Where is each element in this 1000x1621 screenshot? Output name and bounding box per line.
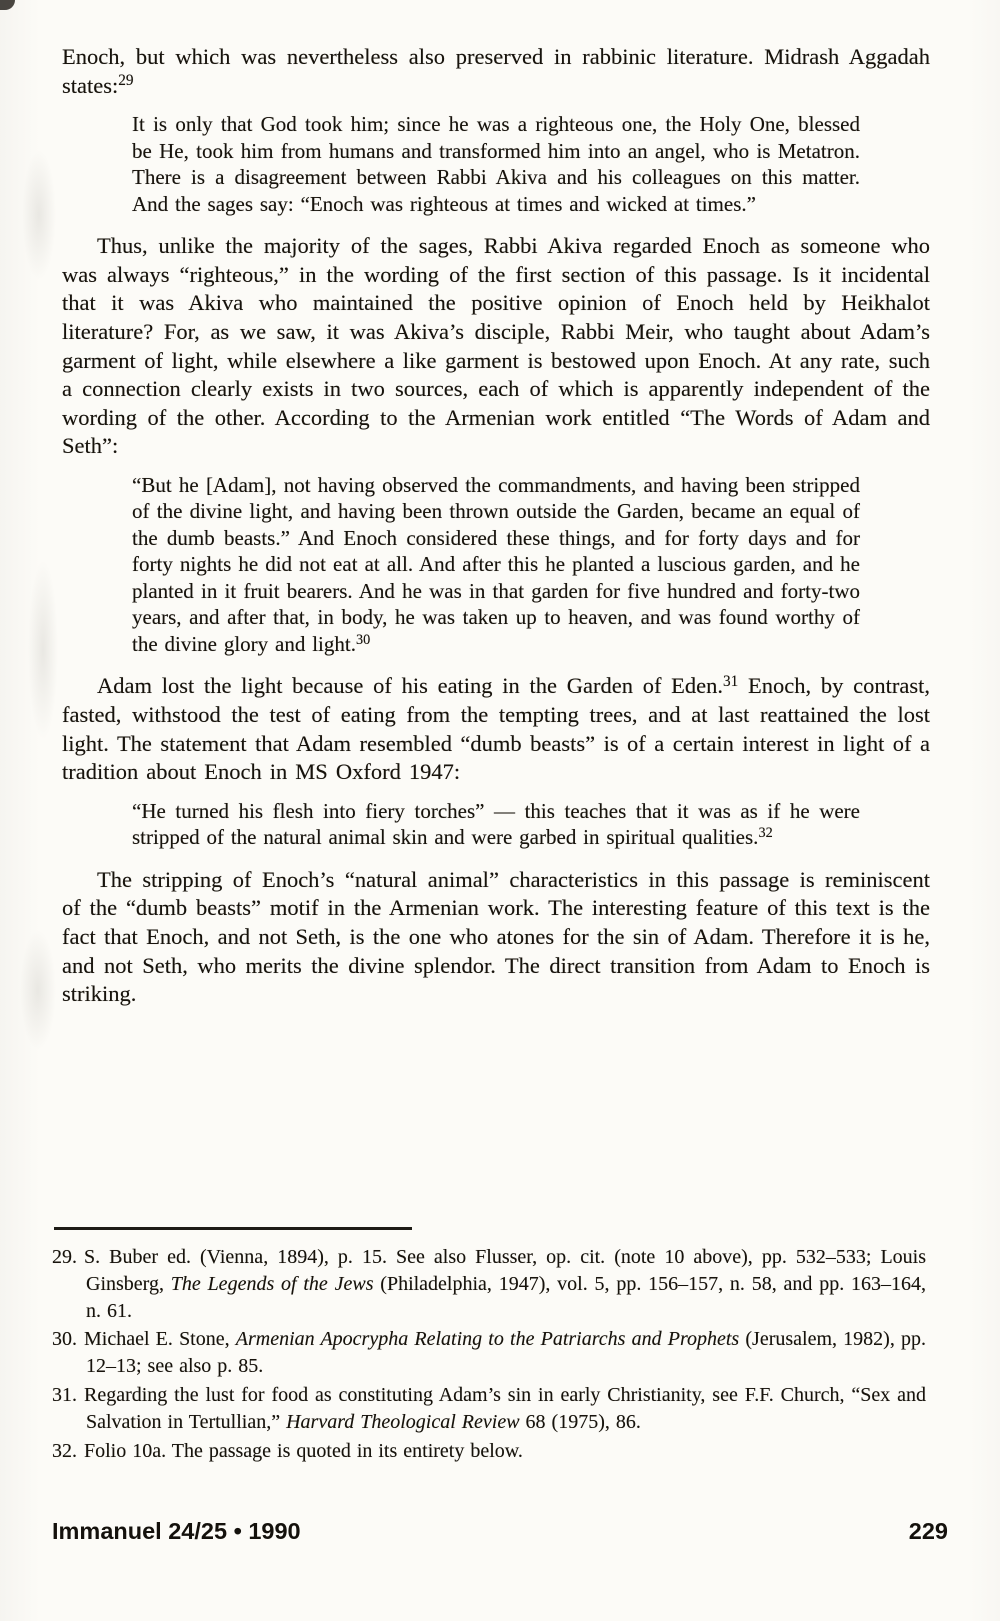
footnote-title-run: The Legends of the Jews [170,1272,374,1295]
footnotes-section [52,1227,926,1466]
footnote-title-run: Harvard Theological Review [286,1410,520,1433]
footnote-text-run: Folio 10a. The passage is quoted in its entirety below. [84,1439,523,1462]
text-run: “He turned his flesh into fiery torches” — this teaches that it was as if he were stripped of the natural animal skin and were garbed in spiritual qualities. [132,798,860,850]
text-run: Adam lost the light because of his eating in the Garden of Eden. [97,673,724,699]
text-run: Enoch, but which was nevertheless also preserved in rabbinic literature. Midrash Aggadah states: [62,44,930,98]
footnote-reference: 31 [723,673,739,691]
body-paragraph [62,866,930,1009]
text-run: Enoch, by contrast, fasted, withstood the test of eating from the tempting trees, and at last reattained the lost light. The statement that Adam resembled “dumb beasts” is of a certain interest in light of a tradition about Enoch in MS Oxford 1947: [62,673,930,785]
footnote-text-run: S. Buber ed. (Vienna, 1894), p. 15. See also Flusser, op. cit. (note 10 above), pp. 532–533; Louis Ginsberg, [84,1246,926,1295]
footnotes-list [52,1244,926,1464]
text-run: The stripping of Enoch’s “natural animal” characteristics in this passage is reminiscent of the “dumb beasts” motif in the Armenian work. The interesting feature of this text is the fact that Enoch, and not Seth, is the one who atones for the sin of Adam. Therefore it is he, and not Seth, who merits the divine splendor. The direct transition from Adam to Enoch is striking. [62,866,930,1007]
text-run: It is only that God took him; since he was a righteous one, the Holy One, blessed be He, took him from humans and transformed him into an angel, who is Metatron. There is a disagreement between Rabbi Akiva and his colleagues on this matter. And the sages say: “Enoch was righteous at times and wicked at times.” [132,112,860,216]
text-run: “But he [Adam], not having observed the commandments, and having been stripped of the divine light, and having been thrown outside the Garden, became an equal of the dumb beasts.” And Enoch considered these things, and for forty days and for forty nights he did not eat at all. And after this he planted a luscious garden, and he planted in it fruit bearers. And he was in that garden for five hundred and forty-two years, and after that, in body, he was taken up to heaven, and was found worthy of the divine glory and light. [132,472,860,656]
text-column [62,43,930,1009]
footnote-text-run: Regarding the lust for food as constituting Adam’s sin in early Christianity, see F.F. Church, “Sex and Salvation in Tertullian,” [84,1383,926,1433]
footnote-reference: 32 [758,825,773,842]
scan-smudge [22,150,56,280]
page-number: 229 [908,1518,948,1544]
footnote-item [52,1438,926,1465]
footnote-text-run: (Jerusalem, 1982), pp. 12–13; see also p. 85. [86,1328,926,1378]
block-quote [132,798,860,851]
footnote-text-run: Michael E. Stone, [84,1328,236,1351]
journal-issue-label: Immanuel 24/25 • 1990 [52,1518,301,1544]
footnote-number: 32. [52,1439,77,1462]
footnote-reference: 30 [355,632,371,649]
footnote-text-run: (Philadelphia, 1947), vol. 5, pp. 156–157, n. 58, and pp. 163–164, n. 61. [86,1272,926,1322]
scan-smudge [28,560,58,740]
footnote-item [52,1244,926,1324]
block-quote [132,472,860,658]
footnote-item [52,1326,926,1380]
block-quote [132,111,860,217]
scan-smudge [20,930,56,1050]
footnote-number: 29. [52,1246,77,1268]
footnote-number: 30. [52,1328,77,1351]
footnote-title-run: Armenian Apocrypha Relating to the Patriarchs and Prophets [235,1328,740,1351]
footnote-number: 31. [52,1383,77,1406]
text-run: Thus, unlike the majority of the sages, Rabbi Akiva regarded Enoch as someone who was always “righteous,” in the wording of the first section of this passage. Is it incidental that it was Akiva who maintained the positive opinion of Enoch held by Heikhalot literature? For, as we saw, it was Akiva’s disciple, Rabbi Meir, who taught about Adam’s garment of light, while elsewhere a like garment is bestowed upon Enoch. At any rate, such a connection clearly exists in two sources, each of which is apparently independent of the wording of the other. According to the Armenian work entitled “The Words of Adam and Seth”: [62,233,930,459]
footnote-reference: 29 [118,72,134,90]
footnote-item [52,1382,926,1436]
scan-corner-artifact [0,0,15,10]
page-footer [52,1518,948,1545]
footnote-text-run: 68 (1975), 86. [519,1410,641,1433]
footnote-separator-rule [54,1227,412,1230]
body-paragraph [62,672,930,786]
body-paragraph [62,43,930,100]
body-paragraph [62,232,930,461]
